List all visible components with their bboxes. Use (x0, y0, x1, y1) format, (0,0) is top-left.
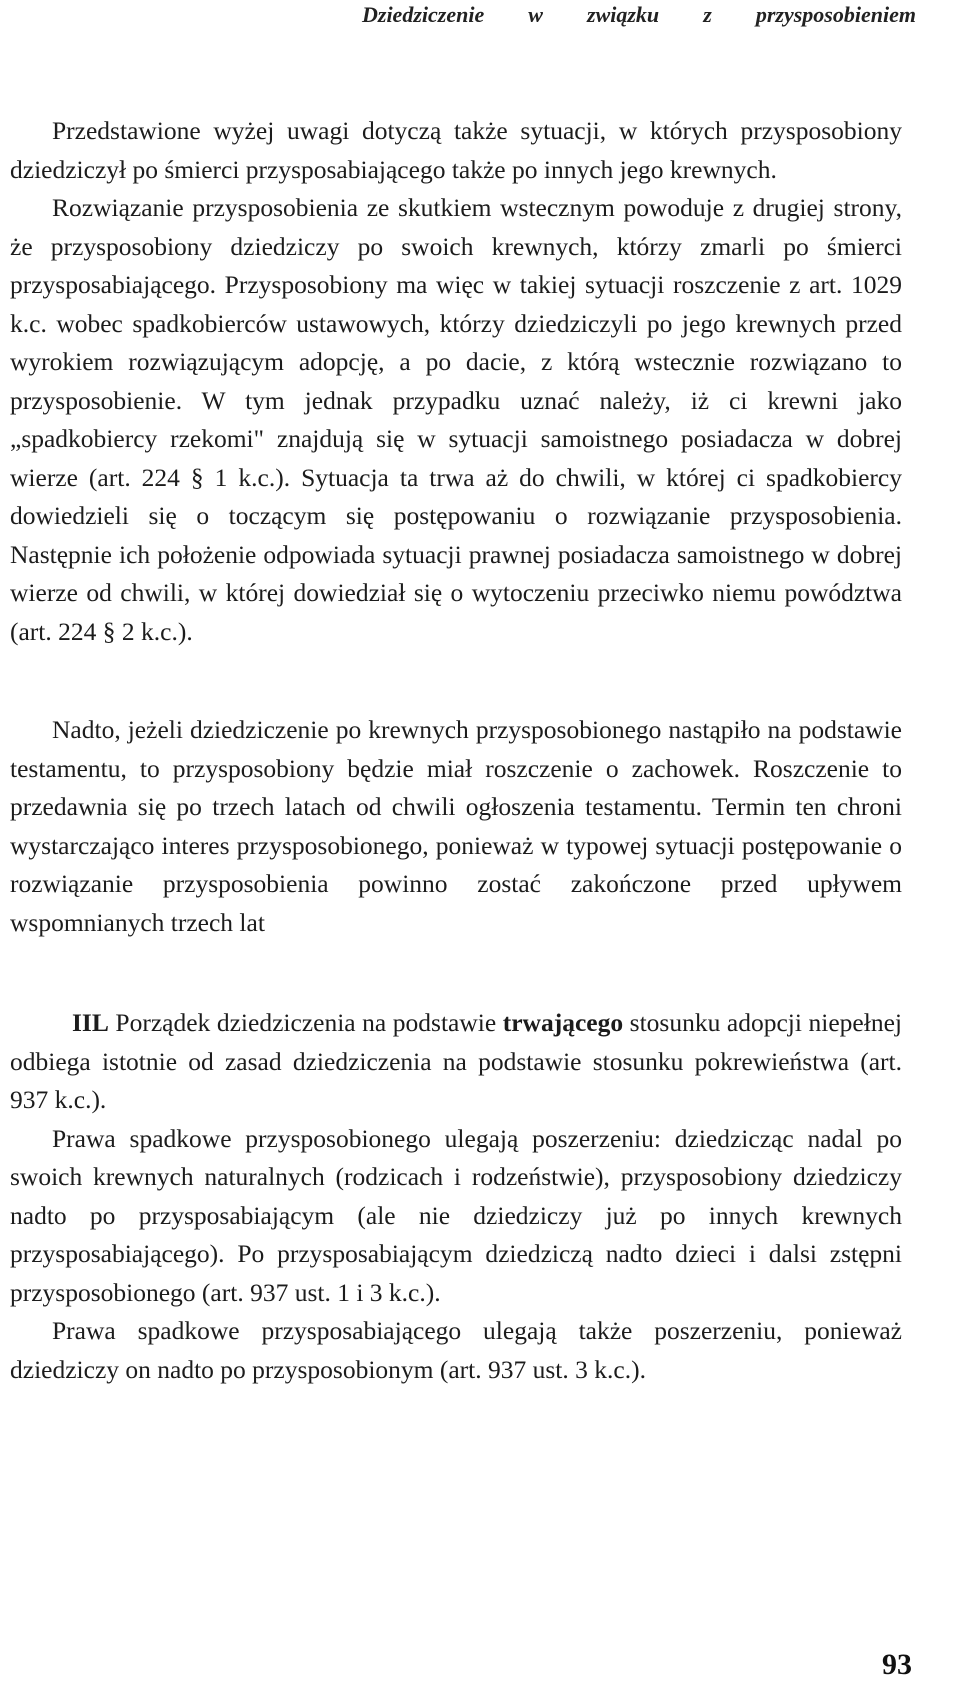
emphasis-word: trwającego (502, 1008, 624, 1037)
running-head-word: w (528, 2, 543, 27)
text-block-2 (10, 711, 902, 942)
running-head-word: związku (587, 2, 660, 27)
paragraph-2: Rozwiązanie przysposobienia ze skutkiem wstecznym powoduje z drugiej strony, że przysposobiony dziedziczy po swoich krewnych, którzy zmarli po śmierci przysposabiającego. Przysposobiony ma więc w takiej sytuacji roszczenie z art. 1029 k.c. wobec spadkobierców ustawowych, którzy dziedziczyli po jego krewnych przed wyrokiem rozwiązującym adopcję, a po dacie, z którą wstecznie rozwiązano to przysposobienie. W tym jednak przypadku uznać należy, iż ci krewni jako „spadkobiercy rzekomi" znajdują się w sytuacji samoistnego posiadacza w dobrej wierze (art. 224 § 1 k.c.). Sytuacja ta trwa aż do chwili, w której ci spadkobiercy dowiedzieli się o toczącym się postępowaniu o rozwiązanie przysposobienia. Następnie ich położenie odpowiada sytuacji prawnej posiadacza samoistnego w dobrej wierze od chwili, w której dowiedział się o wytoczeniu przeciwko niemu powództwa (art. 224 § 2 k.c.). (10, 193, 902, 646)
page-number: 93 (882, 1648, 912, 1681)
paragraph-1: Przedstawione wyżej uwagi dotyczą także sytuacji, w których przysposobiony dziedziczył po śmierci przysposabiającego także po innych jego krewnych. (10, 116, 902, 184)
running-head-word: przysposobieniem (755, 2, 916, 27)
paragraph-6: Prawa spadkowe przysposabiającego ulegają także poszerzeniu, ponieważ dziedziczy on nadto po przysposobionym (art. 937 ust. 3 k.c.). (10, 1316, 902, 1384)
section-paragraph (10, 1004, 902, 1120)
paragraph-3: Nadto, jeżeli dziedziczenie po krewnych przysposobionego nastąpiło na podstawie testamentu, to przysposobiony będzie miał roszczenie o zachowek. Roszczenie to przedawnia się po trzech latach od chwili ogłoszenia testamentu. Termin ten chroni wystarczająco interes przysposobionego, ponieważ w typowej sytuacji postępowanie o rozwiązanie przysposobienia powinno zostać zakończone przed upływem wspomnianych trzech lat (10, 715, 902, 937)
section-text-a: Porządek dziedziczenia na podstawie (115, 1008, 497, 1037)
running-head (362, 0, 916, 30)
text-block-1 (10, 112, 902, 651)
running-head-word: z (703, 2, 712, 27)
running-head-word: Dziedziczenie (362, 2, 485, 27)
section-text-b: stosunku adopcji niepełnej odbiega istotnie od zasad dziedziczenia na podstawie stosunku pokrewieństwa (art. 937 k.c.). (10, 1008, 902, 1114)
section-number: IIL (72, 1008, 109, 1037)
paragraph-5: Prawa spadkowe przysposobionego ulegają poszerzeniu: dziedzicząc nadal po swoich krewnych naturalnych (rodzicach i rodzeństwie), przysposobiony dziedziczy nadto po przysposabiającym (ale nie dziedziczy już po innych krewnych przysposabiającego). Po przysposabiającym dziedziczą nadto dzieci i dalsi zstępni przysposobionego (art. 937 ust. 1 i 3 k.c.). (10, 1123, 902, 1307)
text-block-3 (10, 1004, 902, 1389)
